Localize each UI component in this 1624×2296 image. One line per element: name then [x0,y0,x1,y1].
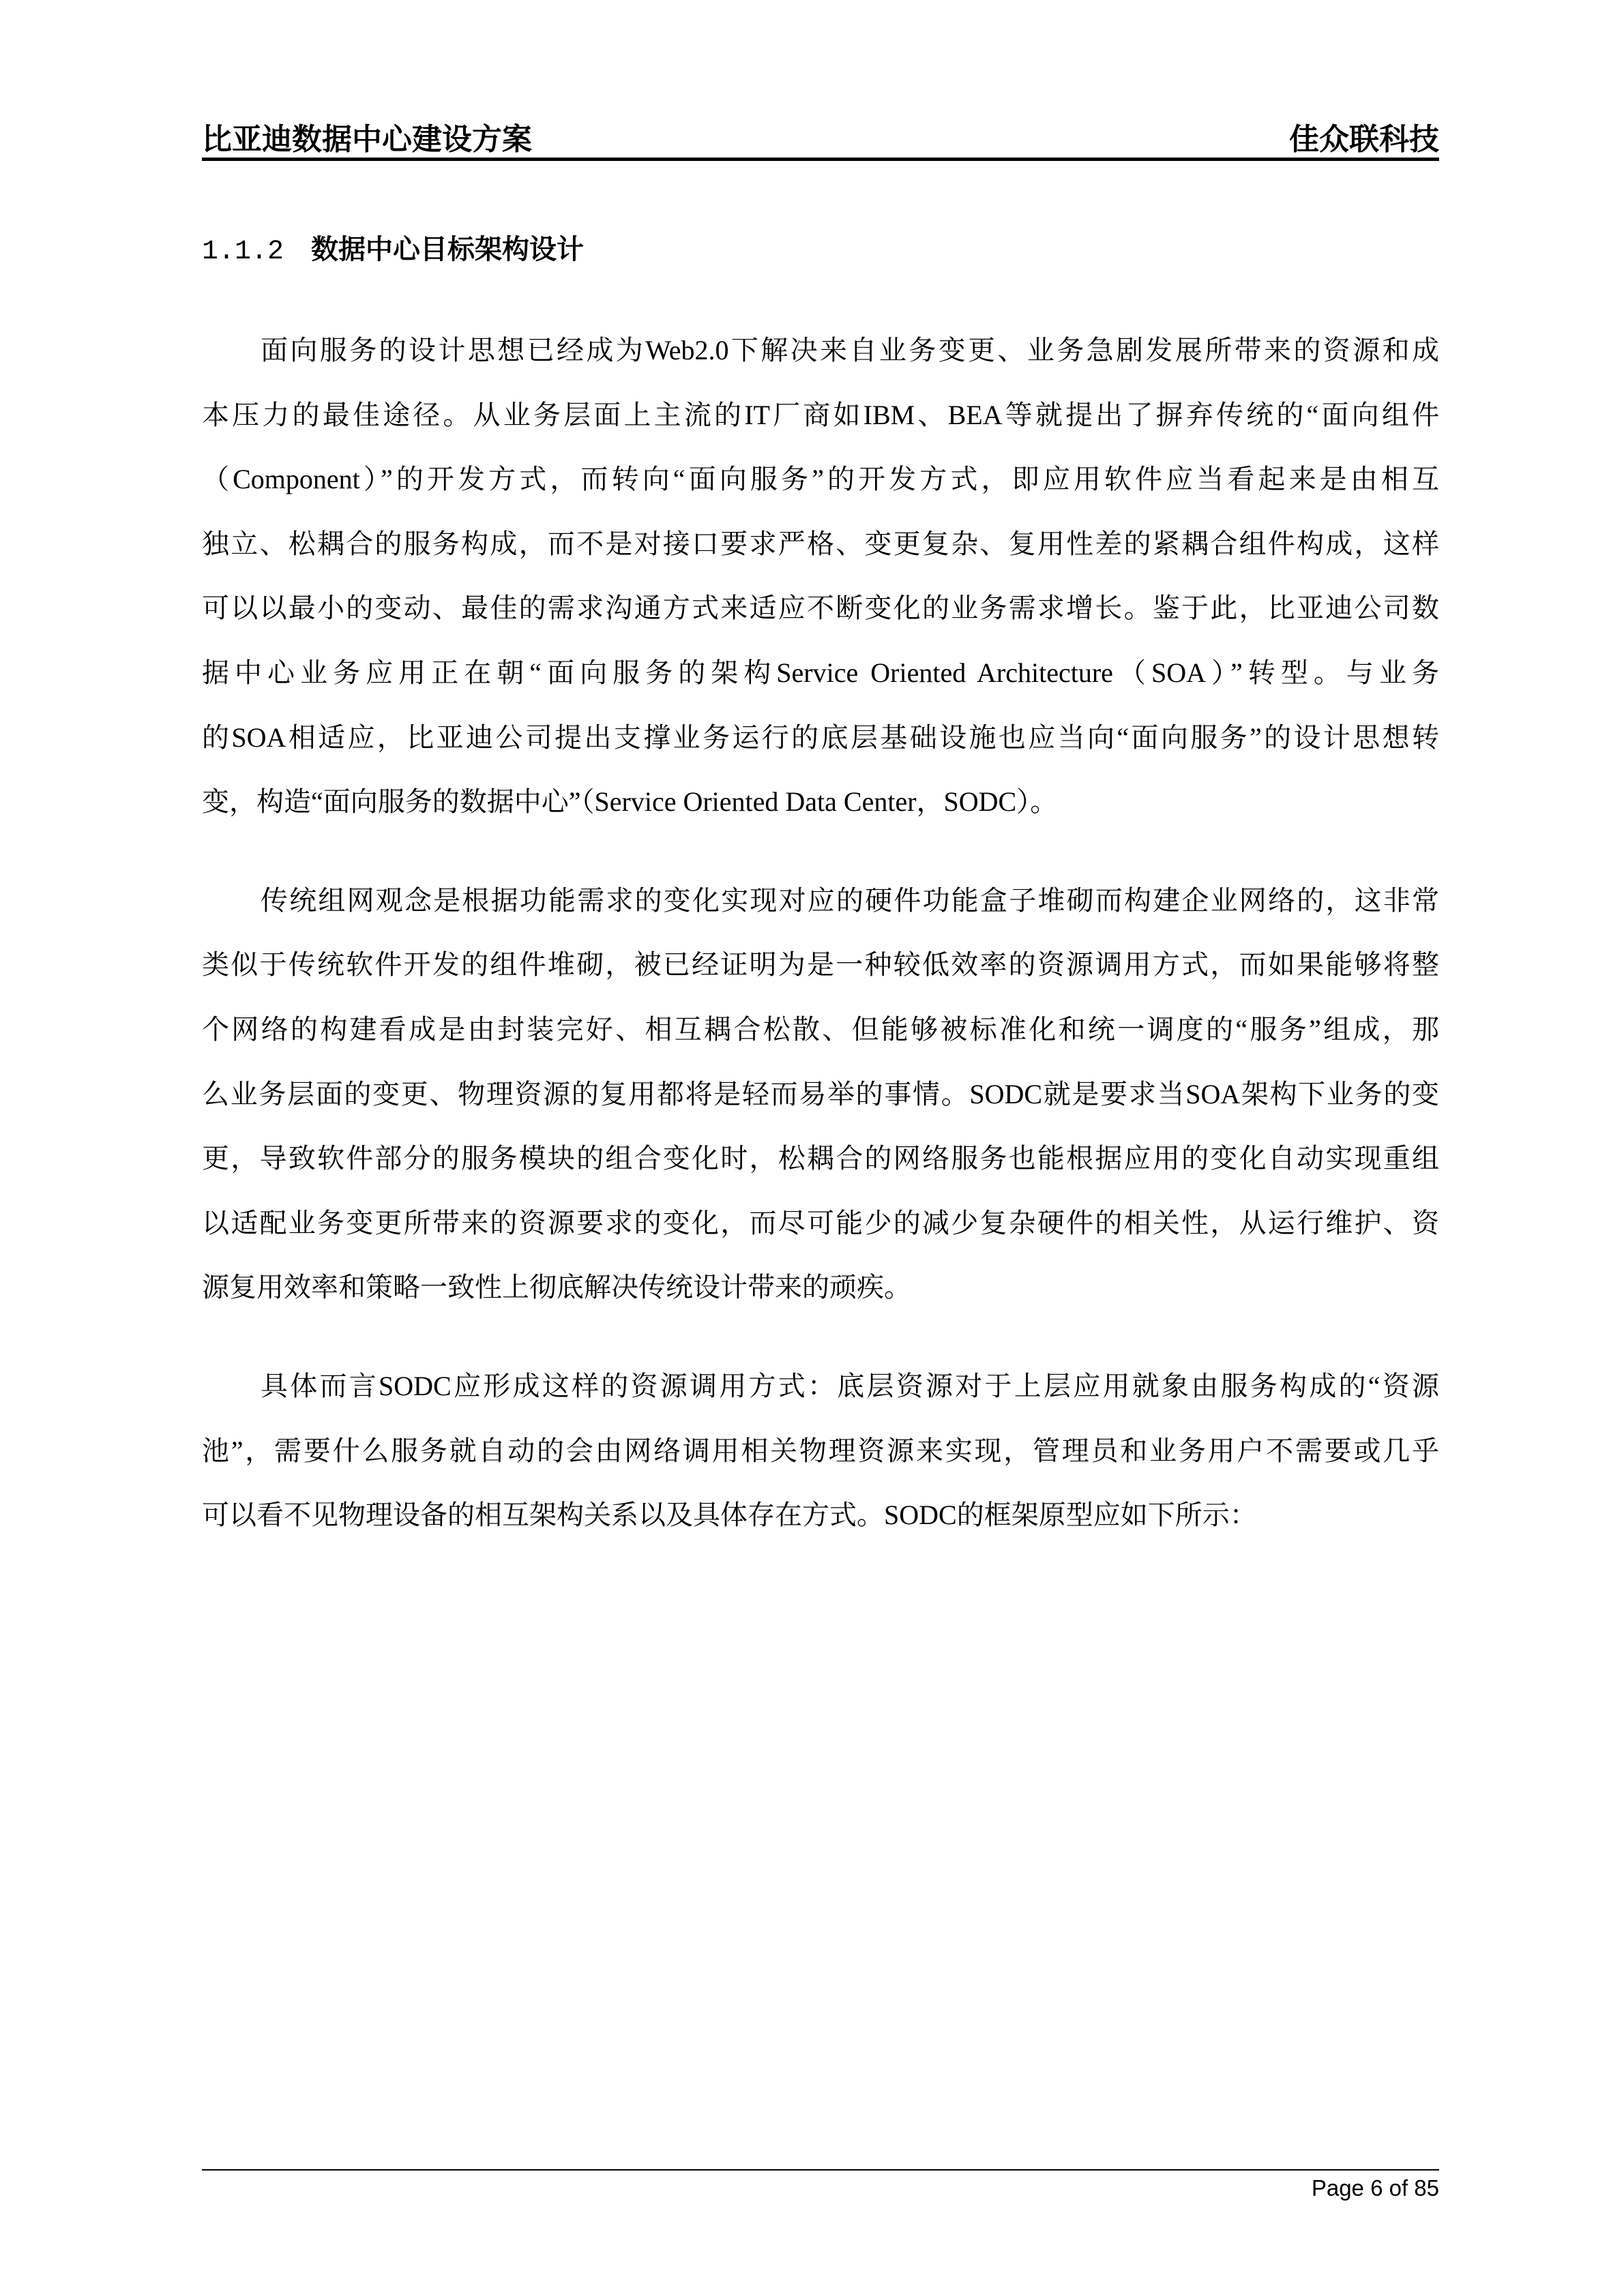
page-number: Page 6 of 85 [1311,2175,1439,2201]
section-heading [202,228,584,267]
document-body [202,330,1439,1594]
paragraph-line: 具体而言SODC应形成这样的资源调用方式：底层资源对于上层应用就象由服务构成的“资源 [261,1370,1439,1401]
paragraph-line: 么业务层面的变更、物理资源的复用都将是轻而易举的事情。SODC就是要求当SOA架构下业务的变 [202,1078,1439,1109]
paragraph-line: 源复用效率和策略一致性上彻底解决传统设计带来的顽疾。 [202,1272,911,1303]
paragraph-line: 可以看不见物理设备的相互架构关系以及具体存在方式。SODC的框架原型应如下所示： [202,1500,1257,1531]
document-title: 比亚迪数据中心建设方案 [202,123,532,156]
paragraph [202,1366,1439,1560]
paragraph-line: 面向服务的设计思想已经成为Web2.0下解决来自业务变更、业务急剧发展所带来的资源和成 [261,335,1439,366]
paragraph [202,330,1439,846]
section-number: 1.1.2 [202,237,284,267]
paragraph-line: 传统组网观念是根据功能需求的变化实现对应的硬件功能盒子堆砌而构建企业网络的，这非常 [261,884,1439,916]
paragraph-line: 个网络的构建看成是由封装完好、相互耦合松散、但能够被标准化和统一调度的“服务”组成，那 [202,1013,1439,1045]
paragraph-line: 以适配业务变更所带来的资源要求的变化，而尽可能少的减少复杂硬件的相关性，从运行维护、资 [202,1207,1439,1238]
company-name: 佳众联科技 [1289,123,1439,156]
paragraph-line: 类似于传统软件开发的组件堆砌，被已经证明为是一种较低效率的资源调用方式，而如果能够将整 [202,949,1439,981]
paragraph-line: （Component）”的开发方式，而转向“面向服务”的开发方式，即应用软件应当看起来是由相互 [202,464,1439,495]
page-header [202,115,1439,155]
section-title: 数据中心目标架构设计 [311,234,585,265]
paragraph-line: 本压力的最佳途径。从业务层面上主流的IT厂商如IBM、BEA等就提出了摒弃传统的“面向组件 [202,399,1439,430]
paragraph-line: 变，构造“面向服务的数据中心”（Service Oriented Data Center，SODC）。 [202,786,1058,818]
paragraph [202,880,1439,1332]
header-divider [202,158,1439,161]
paragraph-line: 的SOA相适应，比亚迪公司提出支撑业务运行的底层基础设施也应当向“面向服务”的设计思想转 [202,721,1439,753]
paragraph-line: 更，导致软件部分的服务模块的组合变化时，松耦合的网络服务也能根据应用的变化自动实现重组 [202,1143,1439,1174]
paragraph-line: 可以以最小的变动、最佳的需求沟通方式来适应不断变化的业务需求增长。鉴于此，比亚迪公司数 [202,593,1439,624]
paragraph-line: 独立、松耦合的服务构成，而不是对接口要求严格、变更复杂、复用性差的紧耦合组件构成，这样 [202,528,1439,559]
paragraph-line: 据中心业务应用正在朝“面向服务的架构Service Oriented Architecture（SOA）”转型。与业务 [202,657,1439,688]
footer-divider [202,2169,1439,2171]
paragraph-line: 池”，需要什么服务就自动的会由网络调用相关物理资源来实现，管理员和业务用户不需要或几乎 [202,1435,1439,1466]
